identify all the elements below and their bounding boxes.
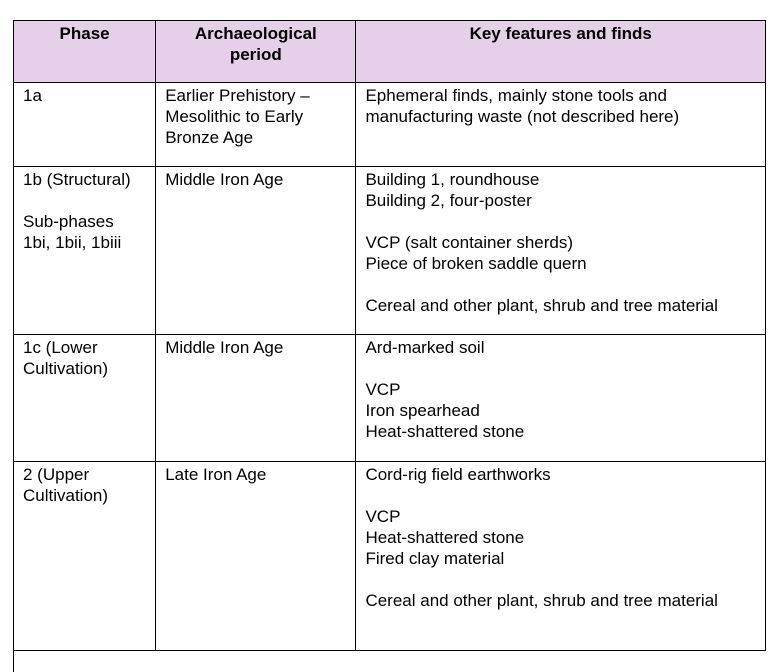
cell-features: Cord-rig field earthworks VCP Heat-shattered stone Fired clay material Cereal and other plant, shrub and tree material <box>356 462 766 651</box>
cell-phase: 1a <box>14 83 156 167</box>
cell-features: Ephemeral finds, mainly stone tools and manufacturing waste (not described here) <box>356 83 766 167</box>
cell-phase: 2 (Upper Cultivation) <box>14 462 156 651</box>
cell-features: Ard-marked soil VCP Iron spearhead Heat-shattered stone <box>356 335 766 462</box>
table-row <box>14 462 766 651</box>
cell-period: Middle Iron Age <box>156 335 356 462</box>
cell-features: Building 1, roundhouse Building 2, four-poster VCP (salt container sherds) Piece of broken saddle quern Cereal and other plant, shrub and tree material <box>356 167 766 335</box>
table-header-row <box>14 21 766 83</box>
cell-period: Late Iron Age <box>156 462 356 651</box>
table-row <box>14 335 766 462</box>
table-row <box>14 83 766 167</box>
page-border-fragment <box>13 651 14 672</box>
header-archaeological-period: Archaeological period <box>156 21 356 83</box>
cell-phase: 1b (Structural) Sub-phases 1bi, 1bii, 1biii <box>14 167 156 335</box>
header-phase: Phase <box>14 21 156 83</box>
cell-phase: 1c (Lower Cultivation) <box>14 335 156 462</box>
table-row <box>14 167 766 335</box>
cell-period: Middle Iron Age <box>156 167 356 335</box>
phase-table <box>13 20 766 651</box>
header-key-features: Key features and finds <box>356 21 766 83</box>
cell-period: Earlier Prehistory – Mesolithic to Early Bronze Age <box>156 83 356 167</box>
